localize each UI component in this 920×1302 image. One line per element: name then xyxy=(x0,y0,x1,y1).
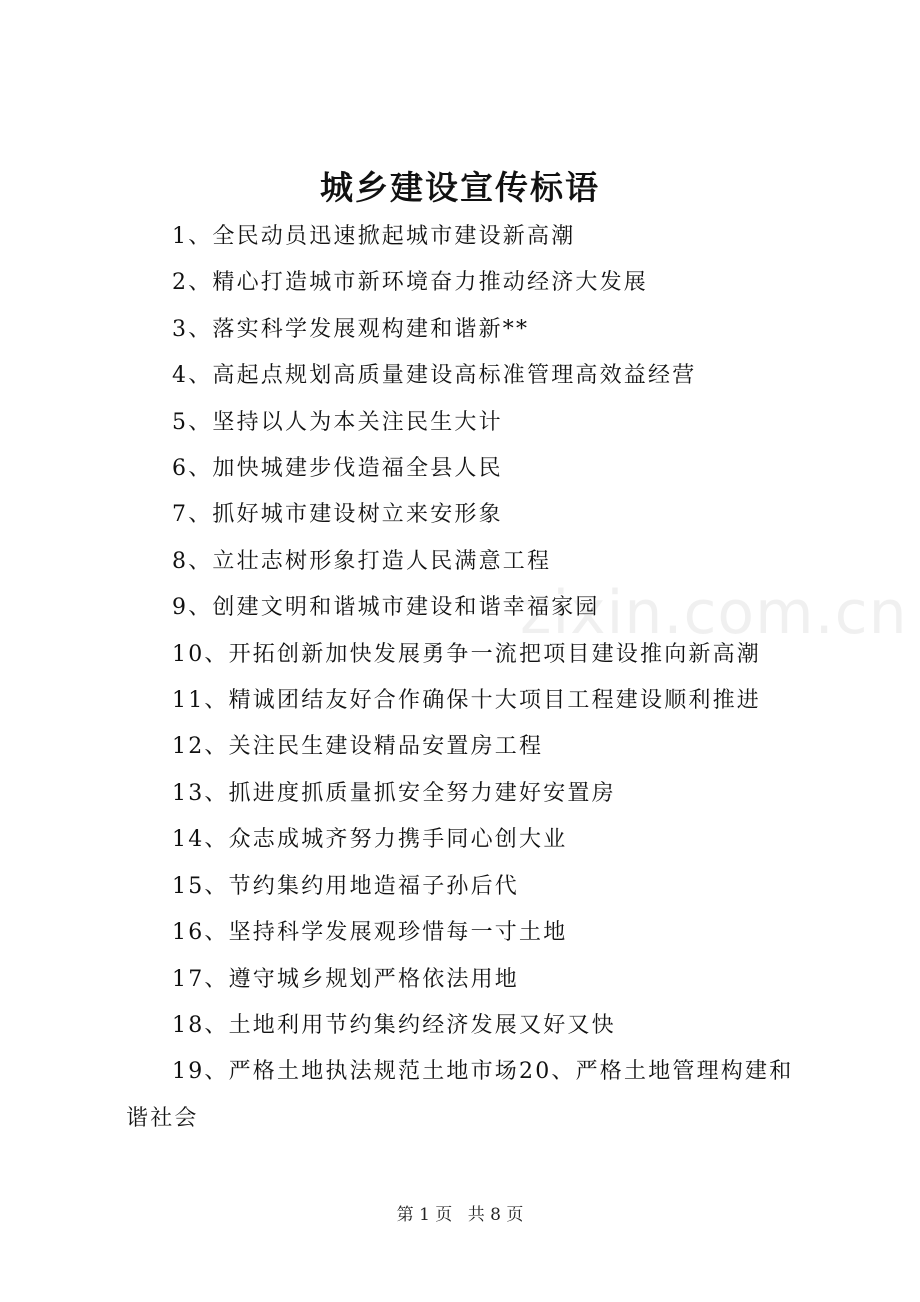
slogan-list xyxy=(126,214,816,1142)
list-item: 17、遵守城乡规划严格依法用地 xyxy=(172,966,519,992)
document-title: 城乡建设宣传标语 xyxy=(320,168,600,207)
list-item: 19、严格土地执法规范土地市场20、严格土地管理构建和谐社会 xyxy=(126,1059,794,1131)
list-item: 10、开拓创新加快发展勇争一流把项目建设推向新高潮 xyxy=(172,641,761,667)
list-item: 2、精心打造城市新环境奋力推动经济大发展 xyxy=(172,270,648,296)
list-item: 11、精诚团结友好合作确保十大项目工程建设顺利推进 xyxy=(172,688,761,714)
list-item: 4、高起点规划高质量建设高标准管理高效益经营 xyxy=(172,363,697,389)
page-total: 共 8 页 xyxy=(467,1205,524,1225)
page-number: 第 1 页 xyxy=(396,1205,453,1225)
list-item: 18、土地利用节约集约经济发展又好又快 xyxy=(172,1012,616,1038)
list-item: 9、创建文明和谐城市建设和谐幸福家园 xyxy=(172,595,600,621)
list-item: 14、众志成城齐努力携手同心创大业 xyxy=(172,827,568,853)
list-item: 7、抓好城市建设树立来安形象 xyxy=(172,502,503,528)
list-item: 15、节约集约用地造福子孙后代 xyxy=(172,873,519,899)
list-item: 13、抓进度抓质量抓安全努力建好安置房 xyxy=(172,780,616,806)
list-item: 5、坚持以人为本关注民生大计 xyxy=(172,409,503,435)
list-item: 3、落实科学发展观构建和谐新** xyxy=(172,316,530,342)
list-item: 6、加快城建步伐造福全县人民 xyxy=(172,456,503,482)
watermark: zixin.com.cn xyxy=(520,578,908,648)
list-item: 8、立壮志树形象打造人民满意工程 xyxy=(172,548,552,574)
list-item: 12、关注民生建设精品安置房工程 xyxy=(172,734,544,760)
page-footer xyxy=(0,1200,920,1225)
list-item: 1、全民动员迅速掀起城市建设新高潮 xyxy=(172,224,576,249)
list-item: 16、坚持科学发展观珍惜每一寸土地 xyxy=(172,920,568,946)
